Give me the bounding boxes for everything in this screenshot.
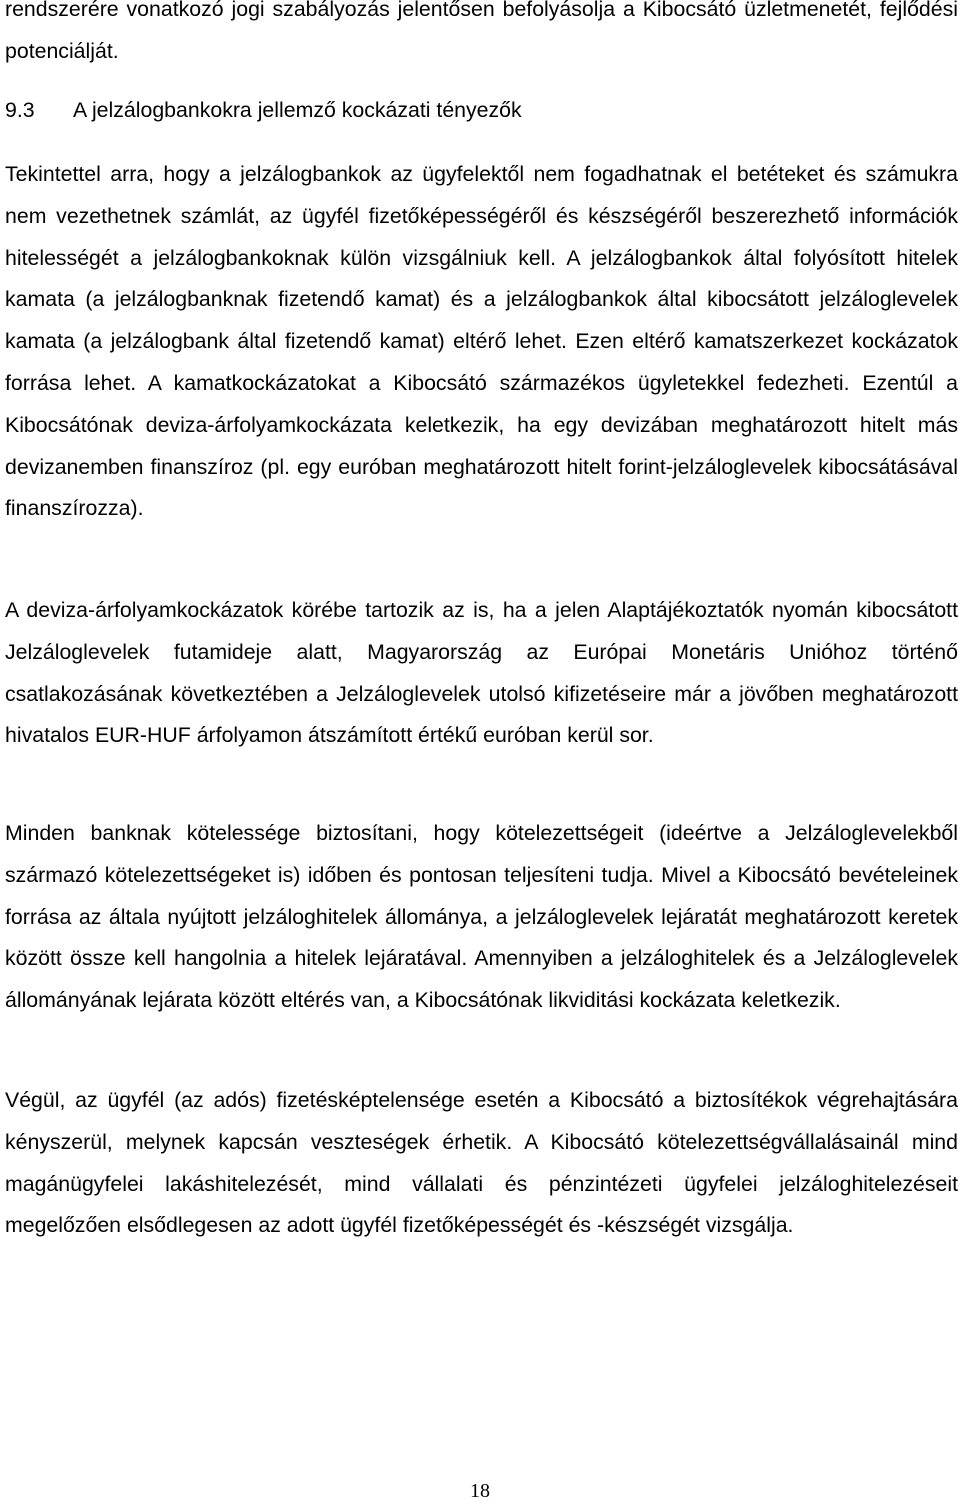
section-title: A jelzálogbankokra jellemző kockázati tényezők	[73, 98, 522, 122]
paragraph-text: A deviza-árfolyamkockázatok körébe tartozik az is, ha a jelen Alaptájékoztatók nyomán kibocsátott Jelzáloglevelek futamideje alatt, Magyarország az Európai Monetáris Unióhoz történő csatlakozásának következtében a Jelzáloglevelek utolsó kifizetéseire már a jövőben meghatározott hivatalos EUR-HUF árfolyamon átszámított értékű euróban kerül sor.	[5, 598, 958, 748]
page-number: 18	[470, 1480, 490, 1502]
top-fragment	[5, 0, 958, 73]
paragraph-text: Végül, az ügyfél (az adós) fizetésképtelensége esetén a Kibocsátó a biztosítékok végrehajtására kényszerül, melynek kapcsán veszteségek érhetik. A Kibocsátó kötelezettségvállalásainál mind magánügyfelei lakáshitelezését, mind vállalati és pénzintézeti ügyfelei jelzáloghitelezéseit megelőzően elsődlegesen az adott ügyfél fizetőképességét és -készségét vizsgálja.	[5, 1088, 958, 1238]
paragraph-4	[5, 1080, 958, 1247]
continued-paragraph: rendszerére vonatkozó jogi szabályozás jelentősen befolyásolja a Kibocsátó üzletmenetét, fejlődési potenciálját.	[5, 0, 958, 63]
paragraph-2	[5, 590, 958, 757]
section-number: 9.3	[5, 98, 35, 122]
paragraph-text: Minden banknak kötelessége biztosítani, hogy kötelezettségeit (ideértve a Jelzáloglevelekből származó kötelezettségeket is) időben és pontosan teljesíteni tudja. Mivel a Kibocsátó bevételeinek forrása az általa nyújtott jelzáloghitelek állománya, a jelzáloglevelek lejáratát meghatározott keretek között össze kell hangolnia a hitelek lejáratával. Amennyiben a jelzáloghitelek és a Jelzáloglevelek állományának lejárata között eltérés van, a Kibocsátónak likviditási kockázata keletkezik.	[5, 821, 958, 1013]
paragraph-3	[5, 813, 958, 1022]
section-heading	[5, 90, 522, 130]
paragraph-text: Tekintettel arra, hogy a jelzálogbankok az ügyfelektől nem fogadhatnak el betéteket és számukra nem vezethetnek számlát, az ügyfél fizetőképességéről és készségéről beszerezhető információk hitelességét a jelzálogbankoknak külön vizsgálniuk kell. A jelzálogbankok által folyósított hitelek kamata (a jelzálogbanknak fizetendő kamat) és a jelzálogbankok által kibocsátott jelzáloglevelek kamata (a jelzálogbank által fizetendő kamat) eltérő lehet. Ezen eltérő kamatszerkezet kockázatok forrása lehet. A kamatkockázatokat a Kibocsátó származékos ügyletekkel fedezheti. Ezentúl a Kibocsátónak deviza-árfolyamkockázata keletkezik, ha egy devizában meghatározott hitelt más devizanemben finanszíroz (pl. egy euróban meghatározott hitelt forint-jelzáloglevelek kibocsátásával finanszírozza).	[5, 162, 958, 521]
paragraph-1	[5, 154, 958, 530]
